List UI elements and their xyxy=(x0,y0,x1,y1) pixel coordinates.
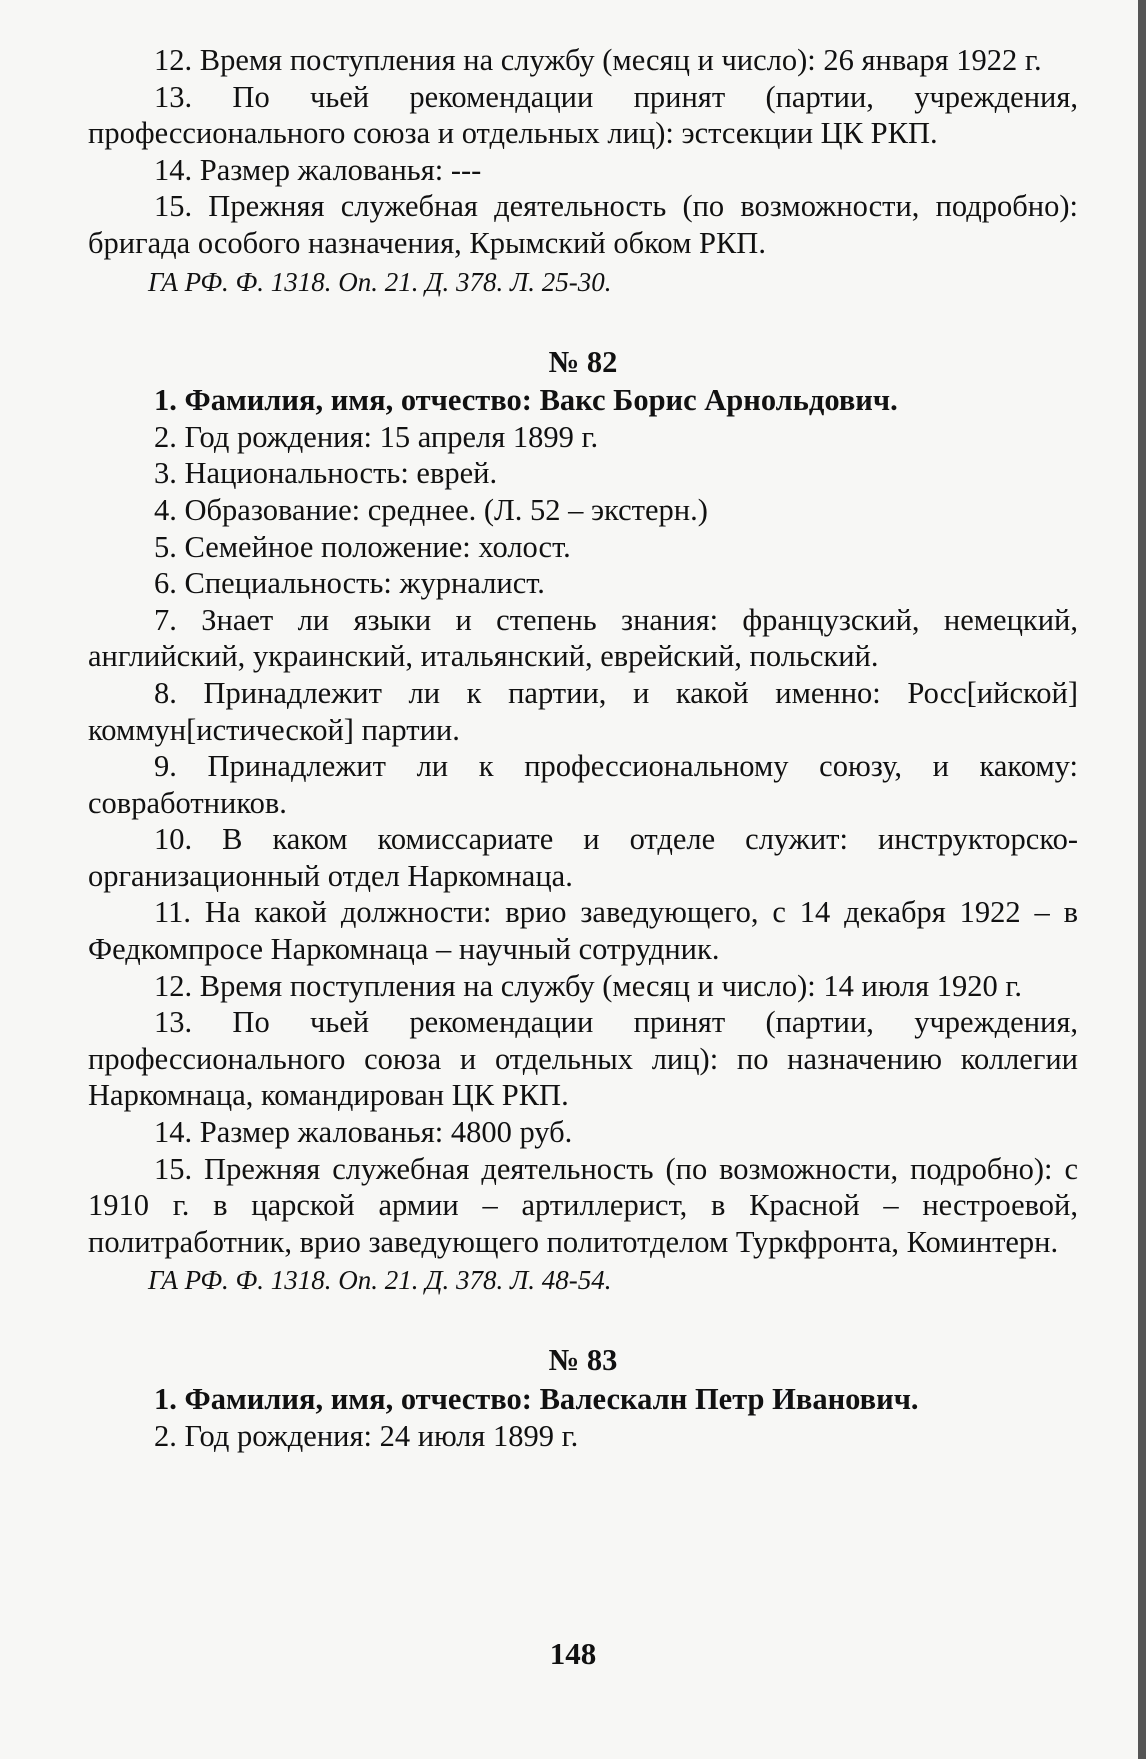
page-content xyxy=(88,42,1078,1454)
entry-82-marital: 5. Семейное положение: холост. xyxy=(154,529,571,564)
entry-82-party: 8. Принадлежит ли к партии, и какой именно: Росс[ийской] коммун[истической] партии. xyxy=(88,675,1078,747)
entry-82-position: 11. На какой должности: врио заведующего, с 14 декабря 1922 – в Федкомпросе Наркомнаца – научный сотрудник. xyxy=(88,895,1078,967)
entry-82-salary: 14. Размер жалованья: 4800 руб. xyxy=(154,1115,573,1150)
entry-82-languages: 7. Знает ли языки и степень знания: французский, немецкий, английский, украинский, итальянский, еврейский, польский. xyxy=(88,602,1078,674)
entry-83-name: 1. Фамилия, имя, отчество: Валескалн Петр Иванович. xyxy=(154,1382,919,1416)
page-edge-shadow xyxy=(1138,0,1146,1759)
paragraph-15-top: 15. Прежняя служебная деятельность (по возможности, подробно): бригада особого назначения, Крымский обком РКП. xyxy=(88,189,1078,260)
page-number: 148 xyxy=(549,1636,597,1671)
entry-82-name: 1. Фамилия, имя, отчество: Вакс Борис Арнольдович. xyxy=(154,383,898,418)
archive-source-top: ГА РФ. Ф. 1318. Оп. 21. Д. 378. Л. 25-30. xyxy=(148,266,612,297)
entry-82-education: 4. Образование: среднее. (Л. 52 – экстерн.) xyxy=(154,492,708,527)
entry-82-department: 10. В каком комиссариате и отделе служит: инструкторско-организационный отдел Наркомнаца. xyxy=(88,822,1078,893)
paragraph-13-top: 13. По чьей рекомендации принят (партии, учреждения, профессионального союза и отдельных лиц): эстсекции ЦК РКП. xyxy=(88,79,1078,151)
entry-82-birth: 2. Год рождения: 15 апреля 1899 г. xyxy=(154,419,599,454)
entry-82-union: 9. Принадлежит ли к профессиональному союзу, и какому: совработников. xyxy=(88,749,1078,820)
entry-82-prior-service: 15. Прежняя служебная деятельность (по возможности, подробно): с 1910 г. в царской армии – артиллерист, в Красной – нестроевой, политработник, врио заведующего политотделом Туркфронта, Коминтерн. xyxy=(88,1151,1078,1259)
paragraph-12-top: 12. Время поступления на службу (месяц и число): 26 января 1922 г. xyxy=(154,43,1042,77)
entry-82-recommendation: 13. По чьей рекомендации принят (партии, учреждения, профессионального союза и отдельных лиц): по назначению коллегии Наркомнаца, командирован ЦК РКП. xyxy=(88,1005,1078,1113)
entry-82-source: ГА РФ. Ф. 1318. Оп. 21. Д. 378. Л. 48-54. xyxy=(148,1265,612,1296)
entry-82-specialty: 6. Специальность: журналист. xyxy=(154,566,545,601)
paragraph-14-top: 14. Размер жалованья: --- xyxy=(154,152,482,187)
entry-82-start-date: 12. Время поступления на службу (месяц и число): 14 июля 1920 г. xyxy=(154,968,1023,1003)
entry-82-nationality: 3. Национальность: еврей. xyxy=(154,456,498,491)
entry-83-heading: № 83 xyxy=(548,1343,618,1378)
entry-83-birth: 2. Год рождения: 24 июля 1899 г. xyxy=(154,1418,579,1453)
entry-82-heading: № 82 xyxy=(548,344,618,379)
